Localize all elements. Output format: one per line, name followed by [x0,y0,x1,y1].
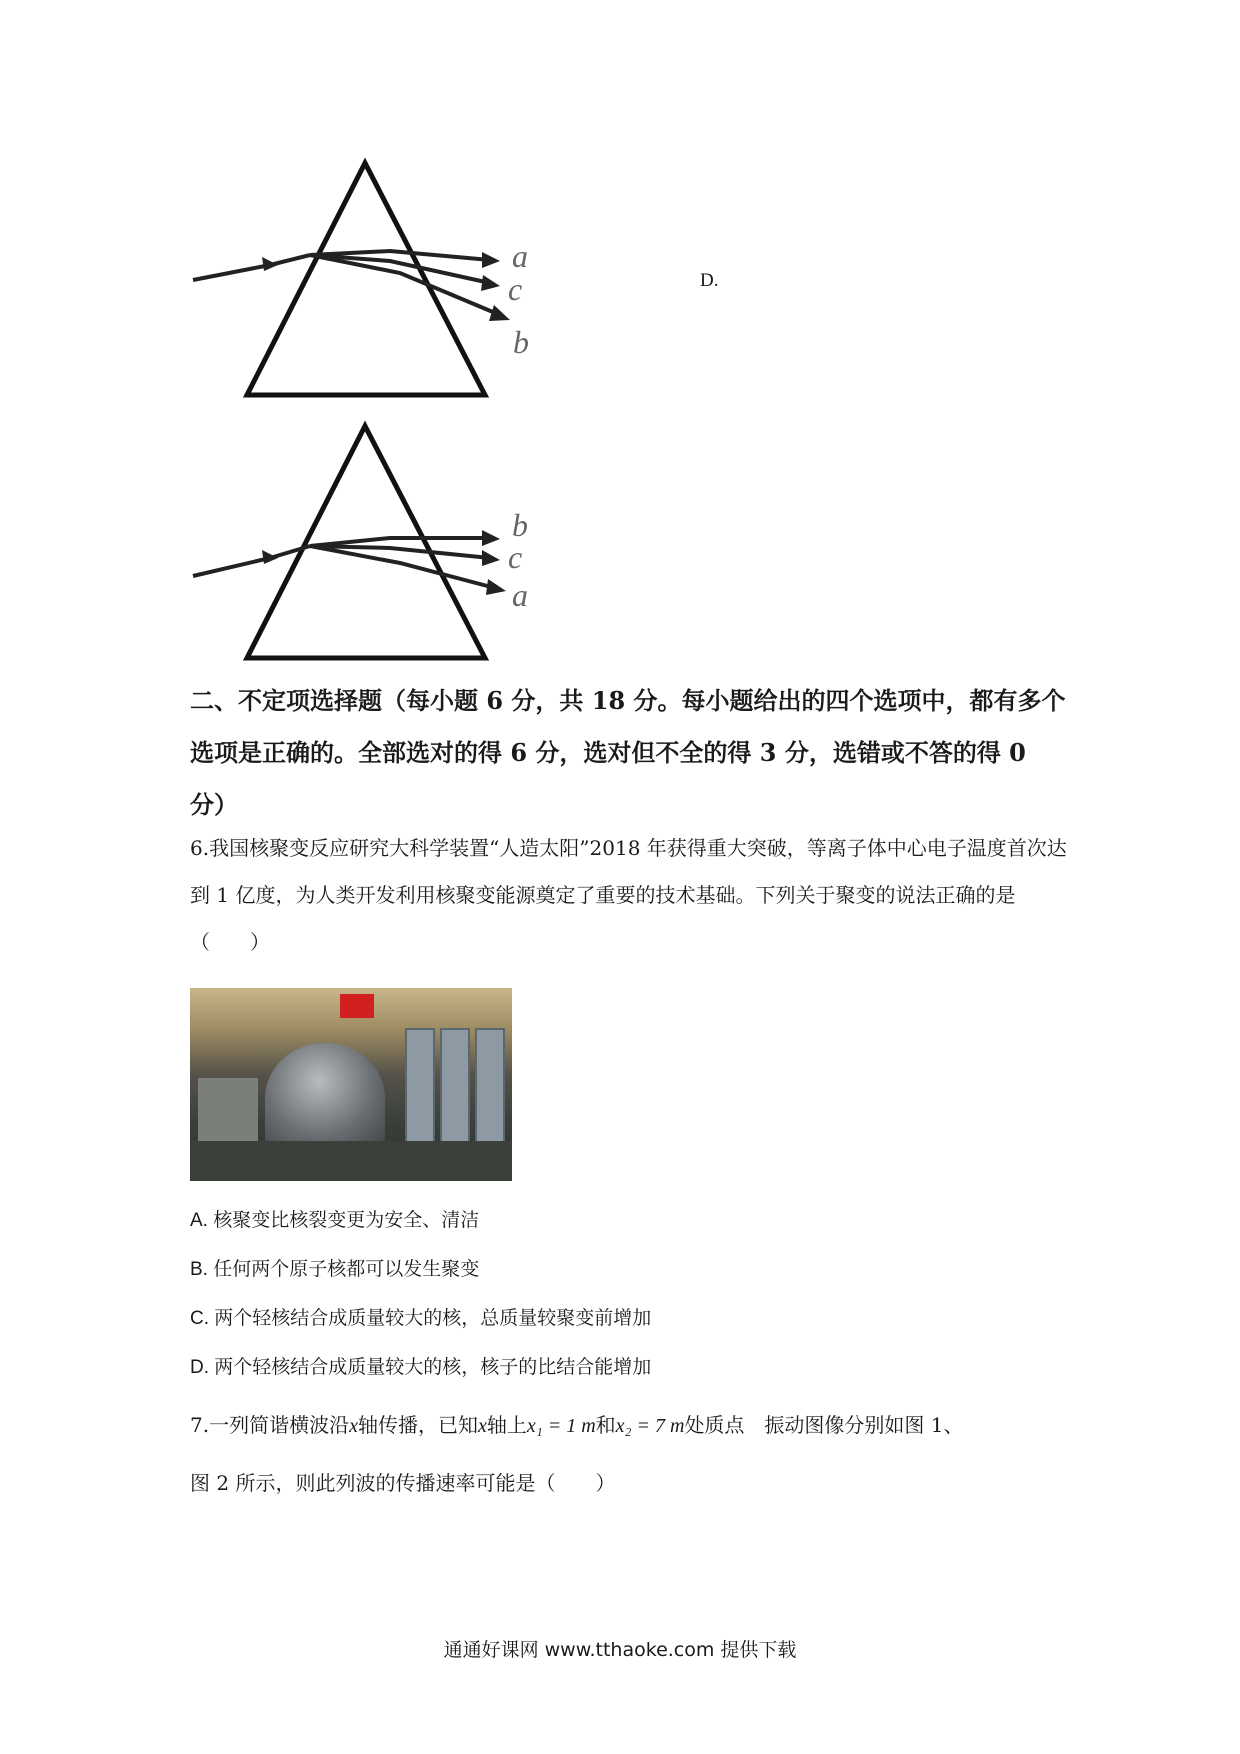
incident-ray [193,255,310,280]
ray-label-a: a [512,577,528,613]
flag-shape [340,994,374,1018]
option-b: B. 任何两个原子核都可以发生聚变 [190,1259,480,1280]
option-c: C. 两个轻核结合成质量较大的核，总质量较聚变前增加 [190,1308,652,1329]
ray-label-a: a [512,238,528,274]
q7-text-4: 处质点 振动图像分别如图 1、 [684,1413,964,1437]
question-6-stem: 6.我国核聚变反应研究大科学装置“人造太阳”2018 年获得重大突破，等离子体中心电子温度首次达到 1 亿度，为人类开发利用核聚变能源奠定了重要的技术基础。下列关于聚变的说法正确的是（ ） [190,836,1067,954]
q7-var-x: x [349,1415,358,1437]
ray-label-c: c [508,539,523,575]
tokamak-shape [265,1043,385,1153]
prism-triangle [247,163,485,395]
prism-figure-d [190,418,590,668]
page-footer: 通通好课网 www.tthaoke.com 提供下载 [443,1639,797,1661]
ray-label-b: b [512,507,528,543]
option-d-label: D. [700,270,719,291]
question-7-line2: 图 2 所示，则此列波的传播速率可能是（ ） [190,1471,616,1495]
option-a: A. 核聚变比核裂变更为安全、清洁 [190,1210,480,1231]
prism-figure-c [190,155,590,405]
fusion-device-photo [190,988,512,1181]
ray-label-b: b [513,324,529,360]
q7-x1: x₁ = 1 m [526,1415,596,1437]
ray-a [310,546,495,588]
section-heading: 二、不定项选择题（每小题 6 分，共 18 分。每小题给出的四个选项中，都有多个选项是正确的。全部选对的得 6 分，选对但不全的得 3 分，选错或不答的得 0 分） [190,686,1066,819]
ray-label-c: c [508,271,523,307]
option-d: D. 两个轻核结合成质量较大的核，核子的比结合能增加 [190,1357,652,1378]
q7-and: 和 [595,1413,616,1437]
q7-text-2: 轴传播，已知 [357,1413,478,1437]
q7-text-1: 7.一列简谐横波沿 [190,1413,350,1437]
q7-x2: x₂ = 7 m [615,1415,685,1437]
q7-var-x-2: x [477,1415,487,1437]
q7-text-3: 轴上 [486,1413,527,1437]
question-7-line1 [190,1402,1070,1450]
